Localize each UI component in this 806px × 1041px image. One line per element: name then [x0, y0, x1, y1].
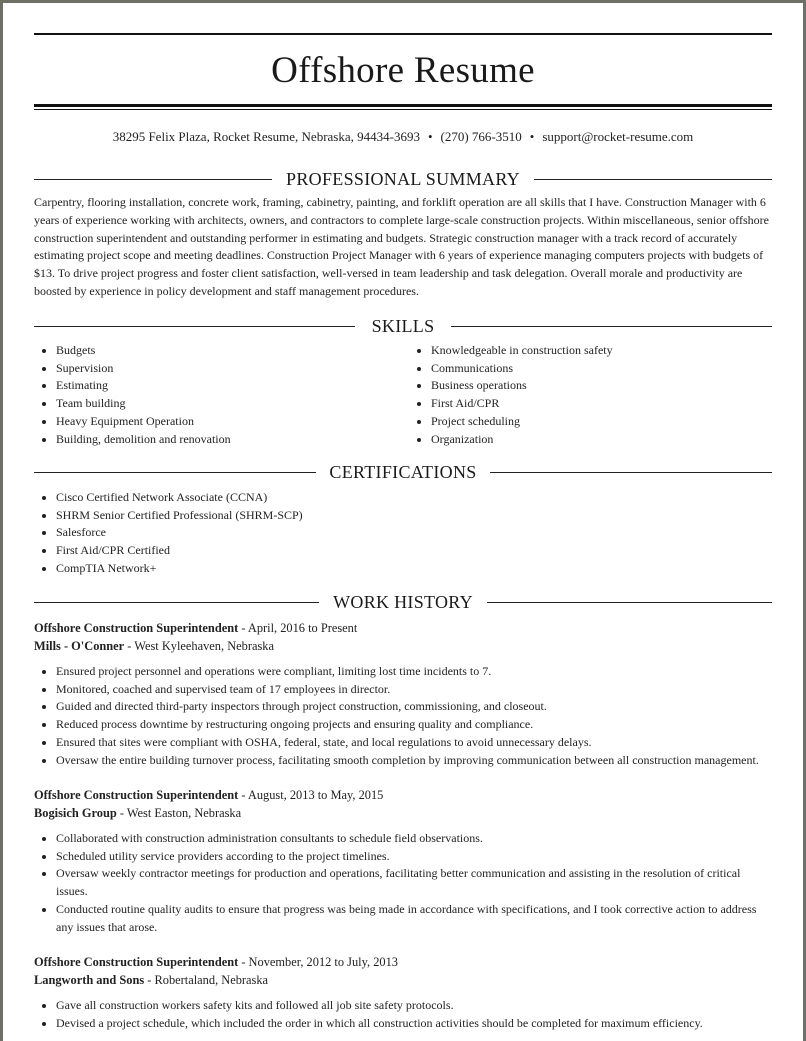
section-title: SKILLS: [371, 316, 435, 336]
list-item: First Aid/CPR Certified: [34, 542, 772, 560]
job-dates: - April, 2016 to Present: [238, 621, 358, 635]
section-heading-skills: [34, 315, 772, 337]
list-item: Collaborated with construction administration consultants to schedule field observations.: [34, 830, 772, 848]
top-rule: [34, 33, 772, 35]
list-item: Conducted routine quality audits to ensure that progress was being made in accordance with specifications, and I took corrective action to address any issues that arose.: [34, 901, 772, 936]
name-rule-thick: [34, 104, 772, 107]
job-bullets: [34, 663, 772, 769]
contact-separator: •: [427, 129, 433, 144]
list-item: Reduced process downtime by restructuring ongoing projects and ensuring quality and compliance.: [34, 716, 772, 734]
job-bullets: [34, 997, 772, 1032]
list-item: Knowledgeable in construction safety: [409, 342, 769, 360]
summary-text: Carpentry, flooring installation, concrete work, framing, cabinetry, painting, and forklift operation are all skills that I have. Construction Manager with 6 years of experience working with architects, owners, and contractors to complete large-scale construction projects. Within miscellaneous, senior offshore construction superintendent and outstanding performer in estimating and budgets. Strategic construction manager with a track record of accurately estimating project scope and meeting deadlines. Construction Project Manager with 6 years of experience managing computers projects with budgets of $13. To drive project progress and foster client satisfaction, well-versed in team leadership and task delegation. Overall morale and productivity are boosted by experience in policy development and staff management procedures.: [34, 195, 769, 298]
job-dates: - August, 2013 to May, 2015: [238, 788, 384, 802]
list-item: Gave all construction workers safety kits and followed all job site safety protocols.: [34, 997, 772, 1015]
job-location: - Robertaland, Nebraska: [144, 973, 269, 987]
job-company-line: [34, 804, 772, 822]
list-item: Communications: [409, 360, 769, 378]
list-item: Team building: [34, 395, 394, 413]
section-heading-summary: [34, 168, 772, 190]
list-item: SHRM Senior Certified Professional (SHRM-SCP): [34, 507, 772, 525]
list-item: Scheduled utility service providers according to the project timelines.: [34, 848, 772, 866]
contact-phone: (270) 766-3510: [440, 129, 522, 144]
list-item: Guided and directed third-party inspectors through project construction, commissioning, and closeout.: [34, 698, 772, 716]
list-item: Ensured project personnel and operations were compliant, limiting lost time incidents to 7.: [34, 663, 772, 681]
contact-line: [34, 128, 772, 146]
list-item: First Aid/CPR: [409, 395, 769, 413]
job-entry: [34, 619, 772, 769]
resume-name: Offshore Resume: [271, 50, 535, 91]
contact-separator: •: [529, 129, 535, 144]
job-title-line: [34, 786, 772, 804]
job-entry: [34, 786, 772, 936]
job-bullets: [34, 830, 772, 936]
list-item: Oversaw weekly contractor meetings for production and operations, facilitating better communication and assisting in the resolution of critical issues.: [34, 865, 772, 900]
job-title-line: [34, 619, 772, 637]
job-dates: - November, 2012 to July, 2013: [238, 955, 398, 969]
list-item: Budgets: [34, 342, 394, 360]
list-item: Devised a project schedule, which included the order in which all construction activities should be completed for maximum efficiency.: [34, 1015, 772, 1033]
job-title: Offshore Construction Superintendent: [34, 788, 239, 802]
skills-list-right: [409, 342, 769, 448]
job-company-line: [34, 637, 772, 655]
job-location: - West Easton, Nebraska: [116, 806, 242, 820]
contact-address: 38295 Felix Plaza, Rocket Resume, Nebraska, 94434-3693: [112, 129, 420, 144]
list-item: Oversaw the entire building turnover process, facilitating smooth completion by improving communication between all construction management.: [34, 752, 772, 770]
list-item: Salesforce: [34, 524, 772, 542]
list-item: Building, demolition and renovation: [34, 431, 394, 449]
skills-list-left: [34, 342, 394, 448]
list-item: Supervision: [34, 360, 394, 378]
section-heading-work-history: [34, 591, 772, 613]
name-rule-thin: [34, 109, 772, 110]
list-item: CompTIA Network+: [34, 560, 772, 578]
section-title: CERTIFICATIONS: [329, 462, 477, 482]
list-item: Cisco Certified Network Associate (CCNA): [34, 489, 772, 507]
list-item: Monitored, coached and supervised team of 17 employees in director.: [34, 681, 772, 699]
section-heading-certifications: [34, 461, 772, 483]
list-item: Estimating: [34, 377, 394, 395]
job-company: Langworth and Sons: [34, 973, 145, 987]
list-item: Business operations: [409, 377, 769, 395]
job-company: Bogisich Group: [34, 806, 117, 820]
contact-email: support@rocket-resume.com: [542, 129, 694, 144]
job-title: Offshore Construction Superintendent: [34, 955, 239, 969]
list-item: Ensured that sites were compliant with OSHA, federal, state, and local regulations to avoid unnecessary delays.: [34, 734, 772, 752]
job-location: - West Kyleehaven, Nebraska: [124, 639, 274, 653]
certifications-list: [34, 489, 772, 578]
job-title-line: [34, 953, 772, 971]
job-company: Mills - O'Conner: [34, 639, 125, 653]
list-item: Project scheduling: [409, 413, 769, 431]
job-title: Offshore Construction Superintendent: [34, 621, 239, 635]
job-company-line: [34, 971, 772, 989]
list-item: Heavy Equipment Operation: [34, 413, 394, 431]
section-title: WORK HISTORY: [333, 592, 473, 612]
job-entry: [34, 953, 772, 1032]
section-title: PROFESSIONAL SUMMARY: [286, 169, 520, 189]
list-item: Organization: [409, 431, 769, 449]
